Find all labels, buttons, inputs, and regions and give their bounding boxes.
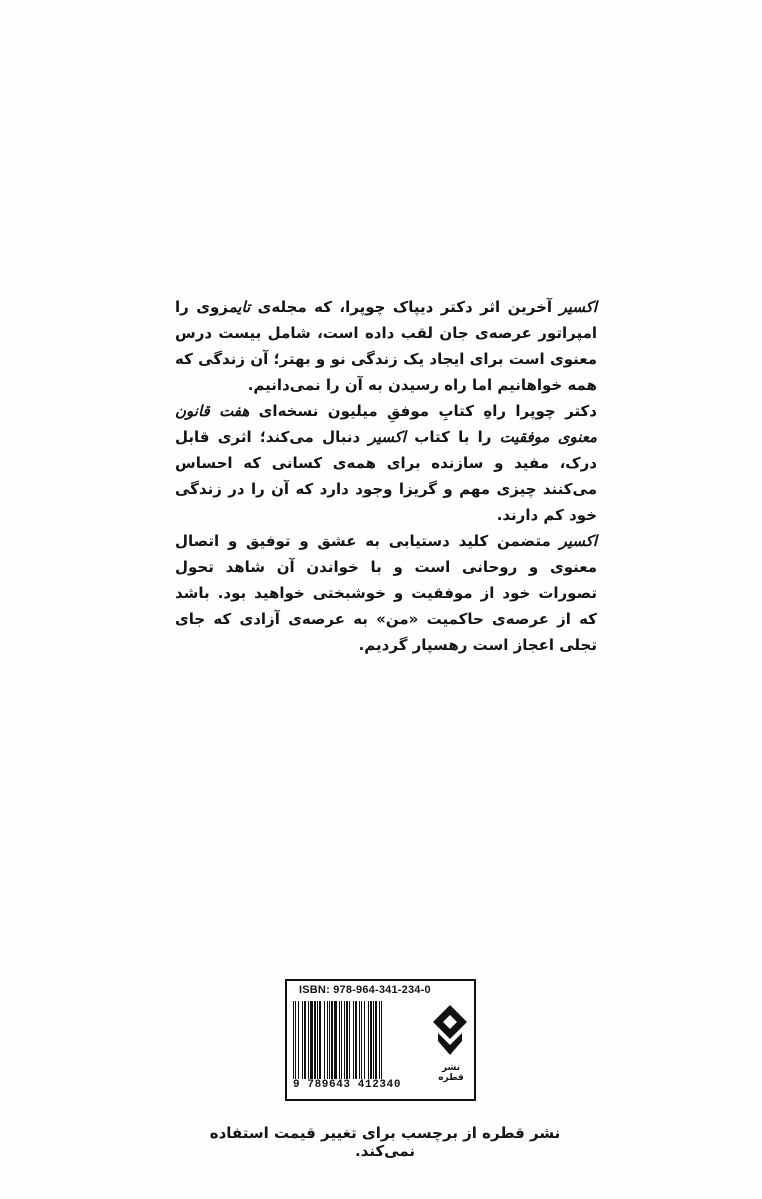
isbn-barcode-box — [285, 979, 476, 1101]
blurb-text: زوی را امپراتور عرصه‌ی جان لقب داده است، شامل بیست درس معنوی است برای ایجاد یک زندگی نو و بهتر؛ آن زندگی که همه خواهانیم اما راه رسیدن به آن را نمی‌دانیم. — [175, 298, 597, 394]
blurb-text: دنبال می‌کند؛ اثری قابل درک، مفید و سازنده برای همه‌ی کسانی که احساس می‌کنند چیزی مهم و گریزا وجود دارد که آن را در زندگی خود کم دارند. — [175, 428, 597, 524]
barcode-icon — [293, 1001, 425, 1079]
publisher-name: نشر قطره — [438, 1063, 464, 1083]
blurb-text: متضمن کلید دستیابی به عشق و توفیق و اتصال معنوی و روحانی است و با خواندن آن شاهد تحول تصورات خود از موفقیت و خوشبختی خواهید بود. باشد که از عرصه‌ی حاکمیت «من» به عرصه‌ی آزادی که جای تجلی اعجاز است رهسپار گردیم. — [175, 532, 597, 654]
book-title-mention: هفت قانون معنوی موفقیت — [175, 402, 598, 446]
barcode-digits: 9 789643 412340 — [293, 1079, 402, 1091]
publisher-logo-icon — [431, 1003, 469, 1059]
blurb-text: آخرین اثر دکتر دیپاک چوپرا، که مجله‌ی — [250, 298, 560, 316]
price-label-notice: نشر قطره از برچسب برای تغییر قیمت استفاده نمی‌کند. — [209, 1124, 561, 1160]
blurb-paragraph-3 — [175, 528, 597, 658]
blurb-text: دکتر چوپرا راهِ کتابِ موفقِ میلیون نسخه‌ای — [249, 402, 597, 420]
book-title-mention: اکسیر — [559, 532, 597, 550]
book-title-mention: اکسیر — [368, 428, 406, 446]
cover-blurb — [175, 294, 597, 658]
blurb-text: را با کتاب — [405, 428, 500, 446]
blurb-paragraph-1 — [175, 294, 597, 398]
magazine-title-mention: تایم — [228, 298, 251, 316]
isbn-number: ISBN: 978-964-341-234-0 — [299, 984, 431, 996]
book-title-mention: اکسیر — [559, 298, 597, 316]
blurb-paragraph-2 — [175, 398, 597, 528]
